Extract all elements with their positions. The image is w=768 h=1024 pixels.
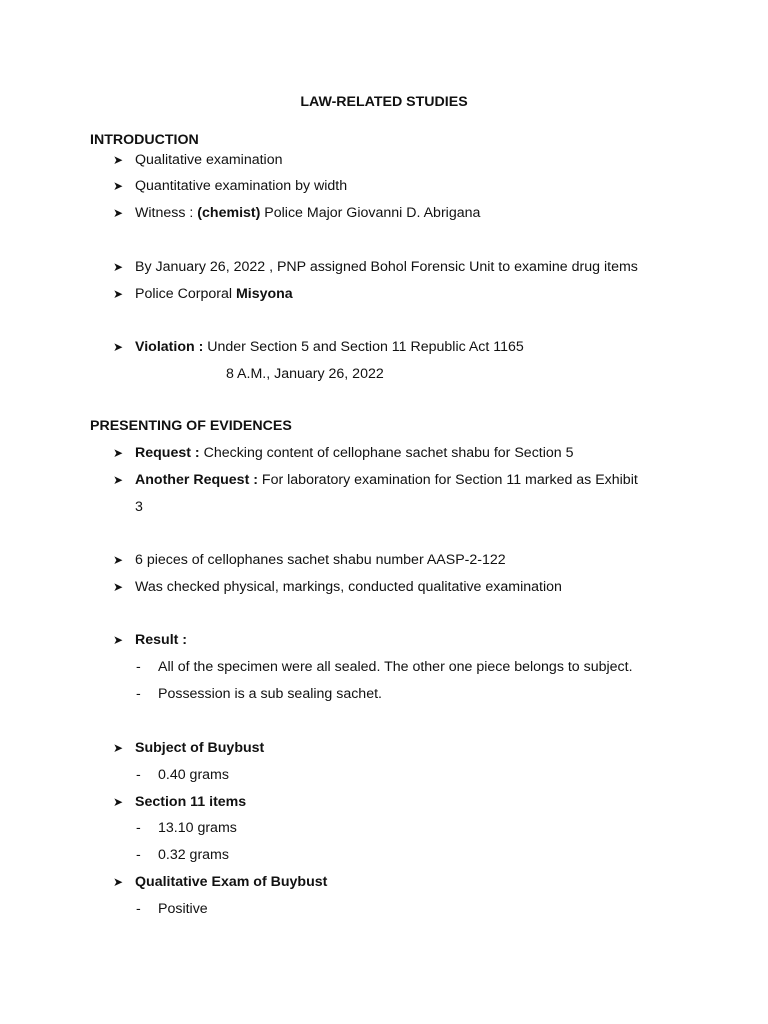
- arrow-bullet-icon: ➤: [113, 553, 124, 567]
- arrow-bullet-icon: ➤: [113, 741, 124, 755]
- arrow-bullet-icon: ➤: [113, 795, 124, 809]
- arrow-bullet-icon: ➤: [113, 580, 124, 594]
- bold-text: Qualitative Exam of Buybust: [135, 874, 328, 890]
- list-item-text: [135, 471, 638, 489]
- list-item-text: By January 26, 2022 , PNP assigned Bohol Forensic Unit to examine drug items: [135, 259, 638, 275]
- dash-bullet-icon: -: [136, 820, 141, 836]
- list-item-text: [135, 444, 574, 462]
- text-rest: For laboratory examination for Section 11 marked as Exhibit: [257, 472, 638, 488]
- list-item-text: Quantitative examination by width: [135, 178, 348, 194]
- dash-bullet-icon: -: [136, 767, 141, 783]
- list-item-text: [135, 739, 264, 757]
- bold-text: (chemist): [197, 205, 261, 221]
- list-item-text: 6 pieces of cellophanes sachet shabu number AASP-2-122: [135, 552, 506, 568]
- list-item-text: [135, 631, 187, 649]
- dash-bullet-icon: -: [136, 686, 141, 702]
- list-item-text: [135, 338, 524, 356]
- arrow-bullet-icon: ➤: [113, 473, 124, 487]
- dash-bullet-icon: -: [136, 659, 141, 675]
- text-prefix: Police Corporal: [135, 286, 236, 302]
- bold-text: Request :: [135, 445, 200, 461]
- list-item-text: [135, 204, 480, 222]
- continuation-text: 3: [135, 499, 143, 515]
- list-item-text: Qualitative examination: [135, 152, 283, 168]
- page-title: LAW-RELATED STUDIES: [300, 94, 468, 110]
- bold-text: Section 11 items: [135, 794, 247, 810]
- sub-list-item-text: 0.32 grams: [158, 847, 229, 863]
- bold-text: Result :: [135, 632, 188, 648]
- sub-list-item-text: 13.10 grams: [158, 820, 237, 836]
- section-heading-introduction: INTRODUCTION: [90, 132, 199, 148]
- bold-text: Violation :: [135, 339, 204, 355]
- arrow-bullet-icon: ➤: [113, 206, 124, 220]
- list-item-text: [135, 793, 246, 811]
- text-prefix: Witness :: [135, 205, 198, 221]
- arrow-bullet-icon: ➤: [113, 446, 124, 460]
- bold-text: Misyona: [235, 286, 293, 302]
- dash-bullet-icon: -: [136, 847, 141, 863]
- sub-list-item-text: All of the specimen were all sealed. The other one piece belongs to subject.: [158, 659, 633, 675]
- dash-bullet-icon: -: [136, 901, 141, 917]
- sub-list-item-text: Possession is a sub sealing sachet.: [158, 686, 382, 702]
- list-item-text: [135, 285, 293, 303]
- arrow-bullet-icon: ➤: [113, 260, 124, 274]
- continuation-text: 8 A.M., January 26, 2022: [226, 366, 384, 382]
- arrow-bullet-icon: ➤: [113, 875, 124, 889]
- arrow-bullet-icon: ➤: [113, 179, 124, 193]
- arrow-bullet-icon: ➤: [113, 340, 124, 354]
- bold-text: Subject of Buybust: [135, 740, 265, 756]
- arrow-bullet-icon: ➤: [113, 287, 124, 301]
- arrow-bullet-icon: ➤: [113, 633, 124, 647]
- text-rest: Police Major Giovanni D. Abrigana: [260, 205, 481, 221]
- list-item-text: [135, 873, 327, 891]
- sub-list-item-text: 0.40 grams: [158, 767, 229, 783]
- sub-list-item-text: Positive: [158, 901, 208, 917]
- text-rest: Under Section 5 and Section 11 Republic Act 1165: [203, 339, 524, 355]
- list-item-text: Was checked physical, markings, conducted qualitative examination: [135, 579, 562, 595]
- text-rest: Checking content of cellophane sachet shabu for Section 5: [199, 445, 574, 461]
- bold-text: Another Request :: [135, 472, 258, 488]
- arrow-bullet-icon: ➤: [113, 153, 124, 167]
- section-heading-evidences: PRESENTING OF EVIDENCES: [90, 418, 292, 434]
